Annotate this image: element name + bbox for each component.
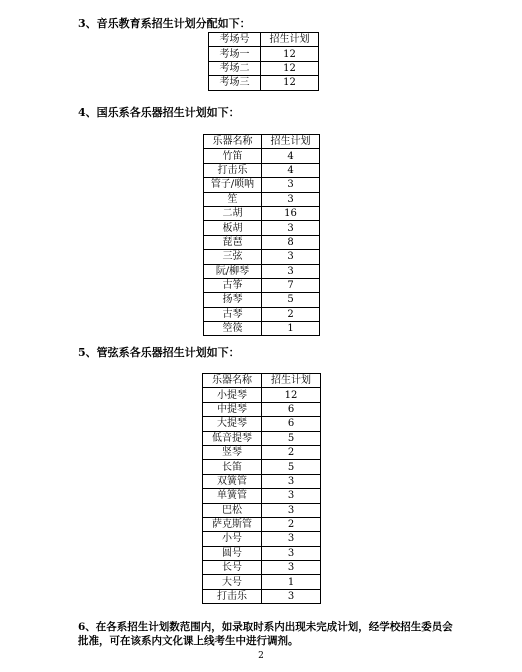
table-row [203, 561, 321, 575]
column-header: 乐器名称 [204, 135, 262, 149]
cell-name: 圆号 [203, 546, 262, 560]
cell-name: 管子/唢呐 [204, 178, 262, 192]
cell-name: 考场一 [209, 47, 261, 61]
cell-quota: 2 [262, 445, 321, 459]
cell-quota: 3 [262, 250, 320, 264]
table-row [203, 402, 321, 416]
cell-quota: 16 [262, 206, 320, 220]
cell-name: 三弦 [204, 250, 262, 264]
cell-quota: 5 [262, 293, 320, 307]
cell-name: 小号 [203, 532, 262, 546]
table-row [203, 417, 321, 431]
cell-name: 大号 [203, 575, 262, 589]
cell-quota: 3 [262, 489, 321, 503]
table-row [203, 589, 321, 603]
table-row [204, 235, 320, 249]
table-row [204, 149, 320, 163]
section-4-heading: 4、国乐系各乐器招生计划如下： [78, 106, 240, 119]
table-row [203, 489, 321, 503]
cell-name: 古筝 [204, 278, 262, 292]
cell-quota: 8 [262, 235, 320, 249]
cell-quota: 3 [262, 532, 321, 546]
table-row [209, 76, 319, 90]
table-row [204, 307, 320, 321]
cell-quota: 6 [262, 402, 321, 416]
cell-name: 箜篌 [204, 322, 262, 336]
table-header-row [203, 374, 321, 388]
cell-name: 长号 [203, 561, 262, 575]
table-row [203, 460, 321, 474]
chinese-music-quota-table [203, 134, 320, 336]
table-row [209, 47, 319, 61]
cell-quota: 1 [262, 322, 320, 336]
cell-name: 低音提琴 [203, 431, 262, 445]
cell-name: 阮/柳琴 [204, 264, 262, 278]
cell-quota: 12 [261, 61, 319, 75]
orchestral-quota-table [202, 373, 321, 604]
table-row [204, 163, 320, 177]
cell-quota: 4 [262, 163, 320, 177]
cell-name: 打击乐 [204, 163, 262, 177]
cell-name: 考场三 [209, 76, 261, 90]
page-number: 2 [258, 651, 264, 661]
cell-name: 长笛 [203, 460, 262, 474]
cell-name: 板胡 [204, 221, 262, 235]
cell-name: 竹笛 [204, 149, 262, 163]
column-header: 招生计划 [261, 33, 319, 47]
exam-room-quota-table [208, 32, 319, 91]
section-3-heading: 3、音乐教育系招生计划分配如下： [78, 17, 251, 30]
cell-quota: 1 [262, 575, 321, 589]
section-6-paragraph: 6、在各系招生计划数范围内，如录取时系内出现未完成计划，经学校招生委员会批准，可在该系内文化课上线考生中进行调剂。 [78, 621, 453, 647]
cell-quota: 2 [262, 517, 321, 531]
cell-name: 考场二 [209, 61, 261, 75]
table-row [203, 431, 321, 445]
cell-name: 小提琴 [203, 388, 262, 402]
table-row [203, 546, 321, 560]
cell-quota: 3 [262, 589, 321, 603]
table-row [204, 322, 320, 336]
column-header: 招生计划 [262, 135, 320, 149]
cell-name: 萨克斯管 [203, 517, 262, 531]
table-header-row [204, 135, 320, 149]
cell-name: 古琴 [204, 307, 262, 321]
table-row [203, 474, 321, 488]
cell-quota: 5 [262, 460, 321, 474]
cell-quota: 4 [262, 149, 320, 163]
cell-name: 大提琴 [203, 417, 262, 431]
section-5-heading: 5、管弦系各乐器招生计划如下： [78, 346, 240, 359]
table-row [209, 61, 319, 75]
cell-name: 双簧管 [203, 474, 262, 488]
cell-quota: 3 [262, 178, 320, 192]
cell-quota: 6 [262, 417, 321, 431]
table-row [203, 532, 321, 546]
table-row [204, 250, 320, 264]
table-row [203, 445, 321, 459]
column-header: 招生计划 [262, 374, 321, 388]
table-row [204, 264, 320, 278]
cell-name: 打击乐 [203, 589, 262, 603]
cell-name: 琵琶 [204, 235, 262, 249]
cell-quota: 3 [262, 546, 321, 560]
cell-quota: 12 [261, 47, 319, 61]
table-row [204, 293, 320, 307]
cell-quota: 3 [262, 264, 320, 278]
cell-quota: 12 [261, 76, 319, 90]
table-header-row [209, 33, 319, 47]
cell-quota: 3 [262, 192, 320, 206]
cell-quota: 2 [262, 307, 320, 321]
cell-name: 扬琴 [204, 293, 262, 307]
table-row [203, 503, 321, 517]
table-row [204, 278, 320, 292]
cell-name: 单簧管 [203, 489, 262, 503]
table-row [203, 575, 321, 589]
cell-quota: 7 [262, 278, 320, 292]
cell-name: 中提琴 [203, 402, 262, 416]
cell-quota: 3 [262, 503, 321, 517]
cell-quota: 3 [262, 221, 320, 235]
table-row [204, 221, 320, 235]
cell-quota: 12 [262, 388, 321, 402]
table-row [204, 206, 320, 220]
cell-name: 竖琴 [203, 445, 262, 459]
table-row [204, 192, 320, 206]
cell-quota: 3 [262, 474, 321, 488]
cell-name: 二胡 [204, 206, 262, 220]
table-row [204, 178, 320, 192]
cell-name: 笙 [204, 192, 262, 206]
column-header: 乐器名称 [203, 374, 262, 388]
table-row [203, 388, 321, 402]
cell-quota: 3 [262, 561, 321, 575]
cell-name: 巴松 [203, 503, 262, 517]
table-row [203, 517, 321, 531]
cell-quota: 5 [262, 431, 321, 445]
column-header: 考场号 [209, 33, 261, 47]
